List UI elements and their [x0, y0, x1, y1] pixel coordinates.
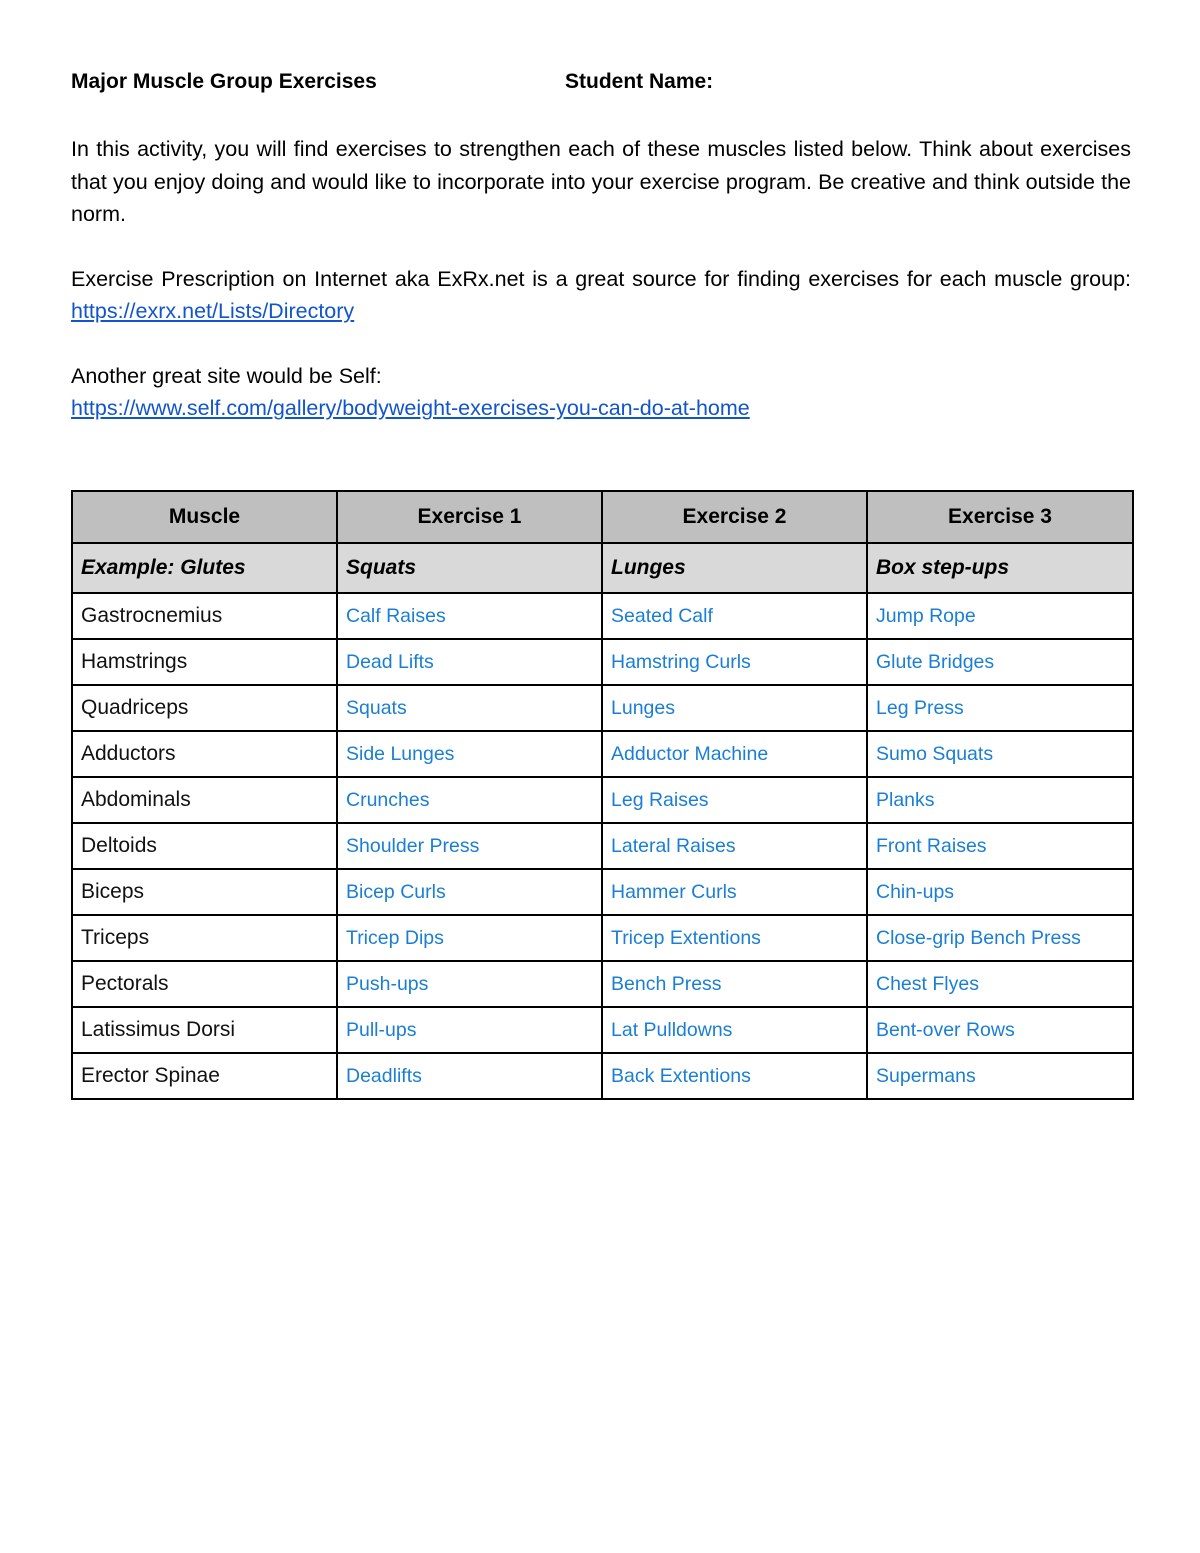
- self-text: Another great site would be Self:: [71, 363, 382, 388]
- exercise-3-cell: Glute Bridges: [867, 639, 1133, 685]
- exercise-1-cell: Calf Raises: [337, 593, 602, 639]
- exercise-2-cell: Lunges: [602, 685, 867, 731]
- exercise-1-cell: Bicep Curls: [337, 869, 602, 915]
- exercise-1-cell: Shoulder Press: [337, 823, 602, 869]
- muscle-cell: Abdominals: [72, 777, 337, 823]
- worksheet-title: Major Muscle Group Exercises: [71, 70, 377, 93]
- exrx-link[interactable]: https://exrx.net/Lists/Directory: [71, 299, 355, 323]
- muscle-cell: Pectorals: [72, 961, 337, 1007]
- header-exercise-1: Exercise 1: [337, 491, 602, 543]
- exercise-1-cell: Pull-ups: [337, 1007, 602, 1053]
- muscle-cell: Erector Spinae: [72, 1053, 337, 1099]
- muscle-cell: Gastrocnemius: [72, 593, 337, 639]
- table-row: [72, 731, 1133, 777]
- header-exercise-2: Exercise 2: [602, 491, 867, 543]
- exercise-1-cell: Push-ups: [337, 961, 602, 1007]
- exercise-3-cell: Front Raises: [867, 823, 1133, 869]
- header-line: [71, 70, 1131, 100]
- table-row: [72, 961, 1133, 1007]
- self-link[interactable]: https://www.self.com/gallery/bodyweight-exercises-you-can-do-at-home: [71, 396, 750, 420]
- table-row: [72, 593, 1133, 639]
- example-row: [72, 543, 1133, 593]
- exercise-2-cell: Seated Calf: [602, 593, 867, 639]
- muscle-cell: Hamstrings: [72, 639, 337, 685]
- table-row: [72, 869, 1133, 915]
- exercise-3-cell: Leg Press: [867, 685, 1133, 731]
- exercise-2-cell: Lateral Raises: [602, 823, 867, 869]
- exercise-2-cell: Back Extentions: [602, 1053, 867, 1099]
- exercise-table: [71, 490, 1134, 1100]
- table-row: [72, 1053, 1133, 1099]
- exercise-2-cell: Hammer Curls: [602, 869, 867, 915]
- example-exercise-1: Squats: [337, 543, 602, 593]
- table-header-row: [72, 491, 1133, 543]
- exercise-3-cell: Chin-ups: [867, 869, 1133, 915]
- muscle-cell: Deltoids: [72, 823, 337, 869]
- exercise-2-cell: Bench Press: [602, 961, 867, 1007]
- exercise-1-cell: Deadlifts: [337, 1053, 602, 1099]
- muscle-cell: Triceps: [72, 915, 337, 961]
- exercise-3-cell: Chest Flyes: [867, 961, 1133, 1007]
- table-row: [72, 823, 1133, 869]
- exercise-2-cell: Hamstring Curls: [602, 639, 867, 685]
- exercise-3-cell: Close-grip Bench Press: [867, 915, 1133, 961]
- table-row: [72, 639, 1133, 685]
- exercise-1-cell: Tricep Dips: [337, 915, 602, 961]
- worksheet-page: [71, 70, 1131, 425]
- exercise-2-cell: Leg Raises: [602, 777, 867, 823]
- exrx-text: Exercise Prescription on Internet aka ExRx.net is a great source for finding exercises for each muscle group:: [71, 266, 1131, 291]
- exercise-2-cell: Adductor Machine: [602, 731, 867, 777]
- muscle-cell: Biceps: [72, 869, 337, 915]
- exercise-2-cell: Tricep Extentions: [602, 915, 867, 961]
- table-row: [72, 777, 1133, 823]
- example-exercise-3: Box step-ups: [867, 543, 1133, 593]
- exercise-3-cell: Sumo Squats: [867, 731, 1133, 777]
- exercise-3-cell: Bent-over Rows: [867, 1007, 1133, 1053]
- exercise-3-cell: Supermans: [867, 1053, 1133, 1099]
- table-row: [72, 685, 1133, 731]
- header-exercise-3: Exercise 3: [867, 491, 1133, 543]
- muscle-cell: Quadriceps: [72, 685, 337, 731]
- exercise-2-cell: Lat Pulldowns: [602, 1007, 867, 1053]
- table-row: [72, 1007, 1133, 1053]
- table-row: [72, 915, 1133, 961]
- exercise-1-cell: Crunches: [337, 777, 602, 823]
- muscle-cell: Adductors: [72, 731, 337, 777]
- self-paragraph: [71, 360, 1131, 425]
- exercise-3-cell: Jump Rope: [867, 593, 1133, 639]
- student-name-label: Student Name:: [565, 70, 714, 93]
- exercise-1-cell: Squats: [337, 685, 602, 731]
- example-exercise-2: Lunges: [602, 543, 867, 593]
- header-muscle: Muscle: [72, 491, 337, 543]
- exercise-1-cell: Dead Lifts: [337, 639, 602, 685]
- intro-paragraph: In this activity, you will find exercises to strengthen each of these muscles listed below. Think about exercises that you enjoy doing and would like to incorporate into your exercise program. Be creative and think outside the norm.: [71, 137, 1131, 226]
- muscle-cell: Latissimus Dorsi: [72, 1007, 337, 1053]
- exercise-1-cell: Side Lunges: [337, 731, 602, 777]
- exrx-paragraph: [71, 263, 1131, 328]
- exercise-3-cell: Planks: [867, 777, 1133, 823]
- example-muscle: Example: Glutes: [72, 543, 337, 593]
